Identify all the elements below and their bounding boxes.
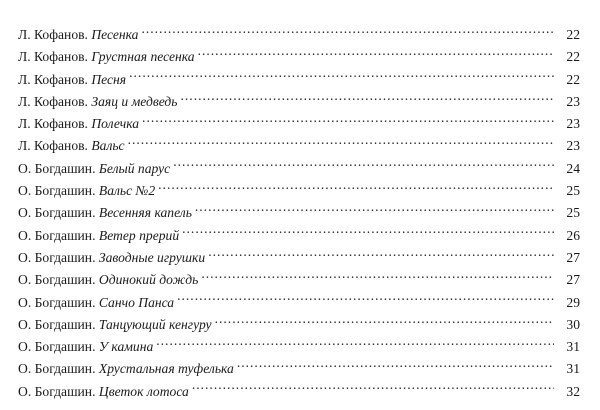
toc-title: Танцующий кенгуру (98, 316, 212, 332)
dot-leader (173, 159, 554, 173)
toc-entry-text (18, 46, 558, 68)
toc-title: Грустная песенка (91, 49, 195, 65)
toc-entry-text (18, 314, 558, 336)
dot-leader (129, 70, 554, 84)
toc-author: О. Богдашин. (18, 361, 96, 377)
dot-leader (128, 137, 554, 151)
toc-author: Л. Кофанов. (18, 116, 88, 132)
toc-entry (18, 180, 580, 202)
toc-author: О. Богдашин. (18, 272, 96, 288)
toc-entry-text (18, 269, 558, 291)
toc-entry-text (18, 180, 558, 202)
toc-author: О. Богдашин. (18, 339, 96, 355)
toc-page-number: 27 (566, 272, 580, 288)
toc-entry (18, 113, 580, 135)
dot-leader (182, 226, 554, 240)
toc-page-number: 23 (566, 93, 580, 109)
toc-page-number: 22 (566, 71, 580, 87)
dot-leader (195, 204, 554, 218)
toc-author: О. Богдашин. (18, 249, 96, 265)
toc-entry (18, 225, 580, 247)
toc-entry-text (18, 69, 558, 91)
toc-entry (18, 46, 580, 68)
table-of-contents (18, 24, 580, 403)
toc-author: Л. Кофанов. (18, 71, 88, 87)
toc-title: Белый парус (98, 160, 171, 176)
dot-leader (141, 25, 554, 39)
dot-leader (198, 48, 554, 62)
toc-entry-text (18, 158, 558, 180)
toc-page-number: 22 (566, 49, 580, 65)
toc-page-number: 22 (566, 27, 580, 42)
toc-page-number: 29 (566, 294, 580, 310)
toc-entry (18, 202, 580, 224)
toc-author: Л. Кофанов. (18, 93, 88, 109)
toc-entry (18, 292, 580, 314)
toc-page-number: 25 (566, 183, 580, 199)
toc-page-number: 23 (566, 138, 580, 154)
dot-leader (237, 360, 554, 374)
toc-author: О. Богдашин. (18, 227, 96, 243)
toc-page-number: 25 (566, 205, 580, 221)
toc-entry-text (18, 292, 558, 314)
toc-author: О. Богдашин. (18, 183, 96, 199)
toc-entry-text (18, 381, 558, 403)
toc-entry (18, 314, 580, 336)
toc-author: Л. Кофанов. (18, 27, 88, 42)
dot-leader (177, 293, 554, 307)
toc-title: Заводные игрушки (98, 249, 206, 265)
toc-author: Л. Кофанов. (18, 138, 88, 154)
toc-entry-text (18, 202, 558, 224)
toc-entry-text (18, 91, 558, 113)
toc-entry (18, 135, 580, 157)
toc-title: Одинокий дождь (98, 272, 199, 288)
toc-page-number: 30 (566, 316, 580, 332)
toc-title: Песня (91, 71, 127, 87)
toc-entry-text (18, 358, 558, 380)
toc-title: Вальс (91, 138, 125, 154)
toc-entry (18, 24, 580, 46)
dot-leader (156, 338, 554, 352)
toc-title: Санчо Панса (98, 294, 175, 310)
toc-title: Хрустальная туфелька (98, 361, 234, 377)
toc-title: Заяц и медведь (91, 93, 178, 109)
toc-title: Весенняя капель (98, 205, 192, 221)
toc-entry (18, 69, 580, 91)
toc-entry-text (18, 336, 558, 358)
toc-title: Вальс №2 (98, 183, 156, 199)
toc-page-number: 31 (566, 361, 580, 377)
dot-leader (201, 271, 554, 285)
toc-page-number: 26 (566, 227, 580, 243)
dot-leader (158, 181, 554, 195)
dot-leader (215, 315, 554, 329)
toc-entry (18, 381, 580, 403)
toc-page-number: 27 (566, 249, 580, 265)
toc-title: У камина (98, 339, 154, 355)
toc-entry-text (18, 113, 558, 135)
toc-author: О. Богдашин. (18, 316, 96, 332)
toc-title: Песенка (91, 27, 139, 42)
toc-author: О. Богдашин. (18, 383, 96, 399)
toc-title: Полечка (91, 116, 140, 132)
dot-leader (142, 115, 554, 129)
toc-entry (18, 358, 580, 380)
toc-author: О. Богдашин. (18, 205, 96, 221)
toc-entry-text (18, 247, 558, 269)
toc-entry (18, 158, 580, 180)
toc-page-number: 32 (566, 383, 580, 399)
toc-entry (18, 269, 580, 291)
toc-author: О. Богдашин. (18, 294, 96, 310)
toc-page-number: 31 (566, 339, 580, 355)
toc-entry-text (18, 225, 558, 247)
toc-entry (18, 91, 580, 113)
toc-page-number: 24 (566, 160, 580, 176)
toc-entry (18, 336, 580, 358)
toc-entry-text (18, 135, 558, 157)
dot-leader (208, 248, 554, 262)
toc-title: Цветок лотоса (98, 383, 189, 399)
dot-leader (181, 92, 555, 106)
toc-entry (18, 247, 580, 269)
toc-title: Ветер прерий (98, 227, 180, 243)
toc-page-number: 23 (566, 116, 580, 132)
toc-entry-text (18, 24, 558, 46)
toc-author: О. Богдашин. (18, 160, 96, 176)
dot-leader (192, 382, 554, 396)
toc-author: Л. Кофанов. (18, 49, 88, 65)
